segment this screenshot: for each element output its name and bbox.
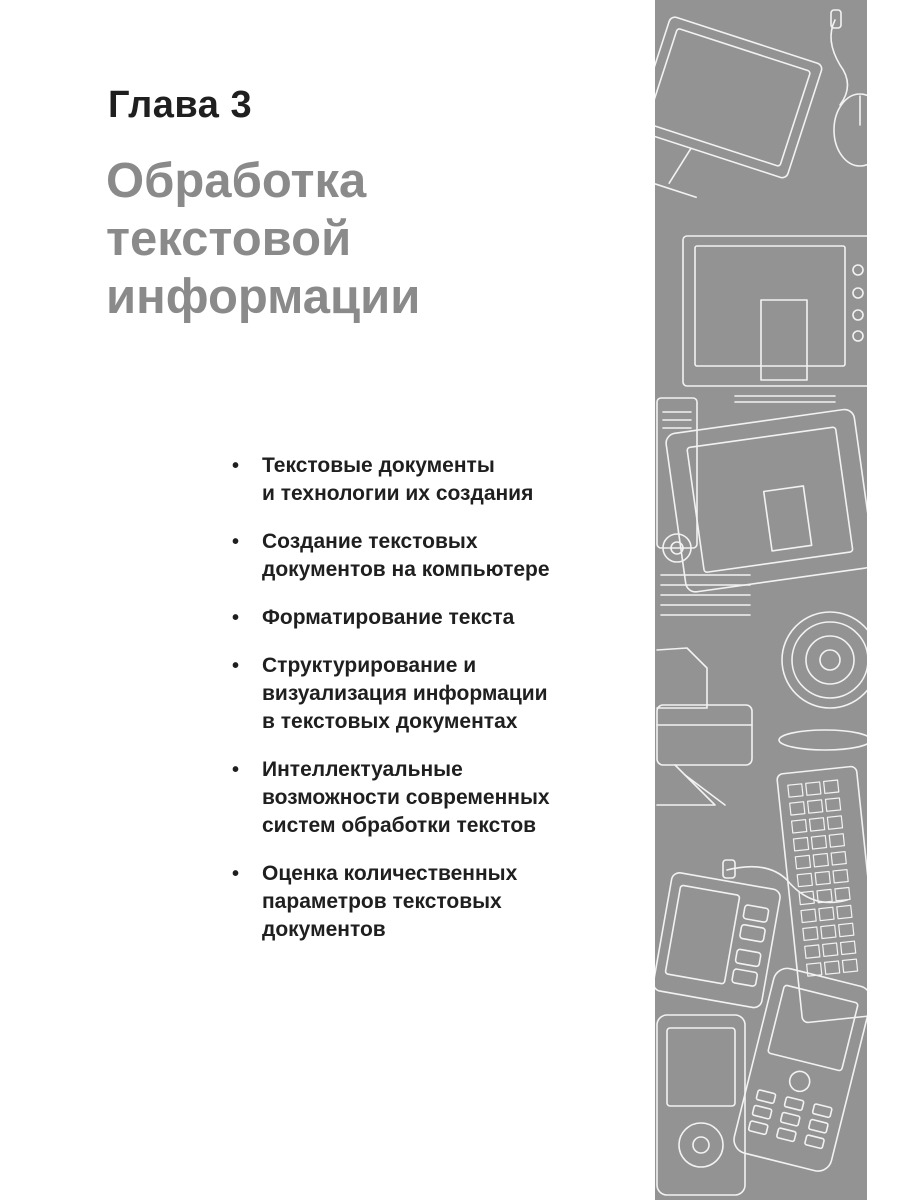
bullet-icon: • [232,655,240,677]
topic-line: Текстовые документы [262,454,495,477]
topic-line: Структурирование и [262,654,477,677]
mobile-phone-icon [731,965,867,1174]
topic-item [230,860,640,944]
topic-line: Интеллектуальные [262,758,463,781]
bullet-icon: • [232,863,240,885]
topic-line: Создание текстовых [262,530,478,553]
webcam-icon [779,612,867,750]
chapter-title-line: информации [106,270,421,324]
device-sketch-illustration [655,0,867,1200]
bullet-icon: • [232,455,240,477]
bullet-icon: • [232,759,240,781]
topic-item [230,604,640,632]
tablet-icon [665,408,867,593]
chapter-label: Глава 3 [108,84,253,126]
bullet-icon: • [232,531,240,553]
topic-list [230,452,640,964]
topic-line: Оценка количественных [262,862,518,885]
topic-line: в текстовых документах [262,710,518,733]
topic-line: и технологии их создания [262,482,534,505]
bullet-icon: • [232,607,240,629]
topic-line: параметров текстовых [262,890,502,913]
topic-line: документов на компьютере [262,558,550,581]
printer-icon [657,648,752,805]
monitor-icon [655,16,823,222]
handheld-device-icon [655,872,781,1009]
topic-line: документов [262,918,386,941]
device-illustration-panel [655,0,867,1200]
topic-line: возможности современных [262,786,550,809]
mouse-icon [831,10,867,166]
topic-line: визуализация информации [262,682,548,705]
topic-item [230,528,640,584]
media-player-icon [657,1015,745,1195]
chapter-title [106,152,626,326]
chapter-title-line: текстовой [106,212,352,266]
topic-item [230,452,640,508]
topic-line: Форматирование текста [262,606,515,629]
topic-item [230,652,640,736]
pc-tower-icon [657,398,750,615]
topic-item [230,756,640,840]
desktop-monitor-icon [683,236,867,402]
topic-line: систем обработки текстов [262,814,537,837]
chapter-title-line: Обработка [106,154,367,208]
